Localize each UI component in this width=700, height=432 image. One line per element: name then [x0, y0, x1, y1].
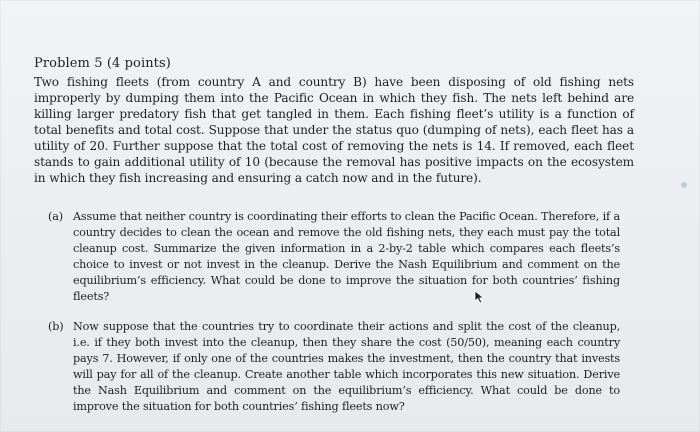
part-b — [48, 319, 620, 415]
part-a-text: Assume that neither country is coordinating their efforts to clean the Pacific Ocean. Therefore, if a country decides to clean the ocean and remove the old fishing nets, they each must pay the total cleanup cost. Summarize the given information in a 2-by-2 table which compares each fleets’s choice to invest or not invest in the cleanup. Derive the Nash Equilibrium and comment on the equilibrium’s efficiency. What could be done to improve the situation for both countries’ fishing fleets? — [73, 210, 620, 303]
problem-title: Problem 5 (4 points) — [34, 56, 171, 71]
scroll-indicator-dot — [681, 182, 687, 188]
part-a — [48, 209, 620, 305]
part-a-label: (a) — [48, 210, 63, 223]
part-b-label: (b) — [48, 320, 64, 333]
part-b-text: Now suppose that the countries try to coordinate their actions and split the cost of the cleanup, i.e. if they both invest into the cleanup, then they share the cost (50/50), meaning each country pays 7. However, if only one of the countries makes the investment, then the country that invests will pay for all of the cleanup. Create another table which incorporates this new situation. Derive the Nash Equilibrium and comment on the equilibrium’s efficiency. What could be done to improve the situation for both countries’ fishing fleets now? — [73, 320, 620, 413]
mouse-pointer-icon — [474, 290, 486, 304]
problem-intro: Two fishing fleets (from country A and country B) have been disposing of old fishing nets improperly by dumping them into the Pacific Ocean in which they fish. The nets left behind are killing larger predatory fish that get tangled in them. Each fishing fleet’s utility is a function of total benefits and total cost. Suppose that under the status quo (dumping of nets), each fleet has a utility of 20. Further suppose that the total cost of removing the nets is 14. If removed, each fleet stands to gain additional utility of 10 (because the removal has positive impacts on the ecosystem in which they fish increasing and ensuring a catch now and in the future). — [34, 75, 634, 185]
problem-block — [34, 56, 634, 186]
